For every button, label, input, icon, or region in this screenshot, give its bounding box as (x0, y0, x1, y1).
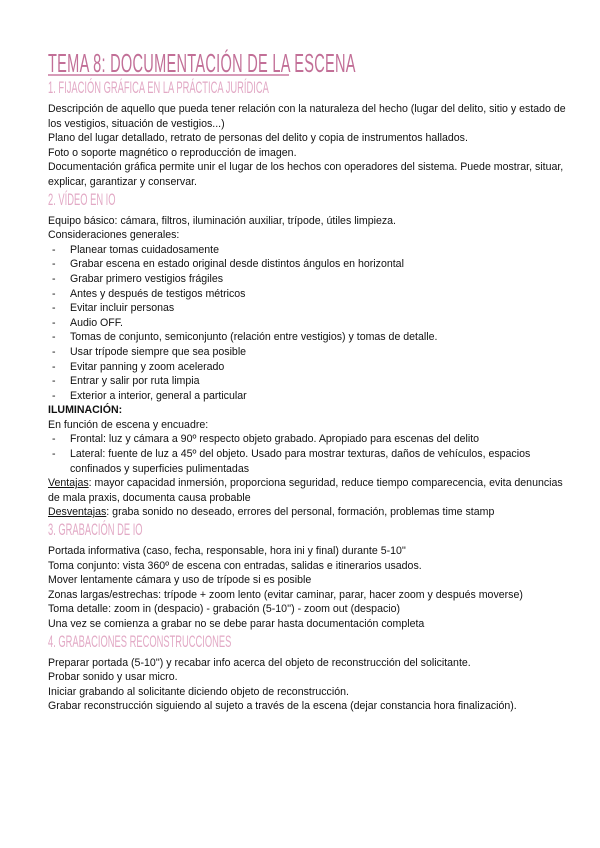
paragraph: Probar sonido y usar micro. (48, 671, 178, 684)
list-item: - Evitar panning y zoom acelerado (48, 360, 568, 375)
paragraph: Plano del lugar detallado, retrato de personas del delito y copia de instrumentos hallados. (48, 132, 468, 145)
list-item: - Antes y después de testigos métricos (48, 287, 568, 302)
paragraph: Documentación gráfica permite unir el lugar de los hechos con operadores del sistema. Puede mostrar, situar, explicar, garantizar y conservar. (48, 161, 564, 188)
document-page (48, 50, 568, 714)
section-heading-3: 3. GRABACIÓN DE IO (48, 520, 143, 540)
considerations-list (48, 243, 568, 404)
disadvantages-paragraph (48, 505, 568, 520)
disadvantages-label: Desventajas (48, 506, 107, 519)
lighting-heading: ILUMINACIÓN: (48, 404, 123, 417)
advantages-paragraph (48, 476, 568, 505)
list-item: - Frontal: luz y cámara a 90º respecto objeto grabado. Apropiado para escenas del delito (48, 432, 568, 447)
paragraph: Preparar portada (5-10'') y recabar info acerca del objeto de reconstrucción del solicitante. (48, 656, 471, 669)
paragraph: Una vez se comienza a grabar no se debe parar hasta documentación completa (48, 618, 425, 630)
paragraph: Grabar reconstrucción siguiendo al sujeto a través de la escena (dejar constancia hora finalización). (48, 700, 517, 713)
paragraph: Foto o soporte magnético o reproducción de imagen. (48, 146, 297, 159)
list-item: - Grabar primero vestigios frágiles (48, 272, 568, 287)
title-underline (48, 48, 356, 78)
paragraph: Toma conjunto: vista 360º de escena con entradas, salidas e itinerarios usados. (48, 559, 422, 572)
list-item: - Tomas de conjunto, semiconjunto (relación entre vestigios) y tomas de detalle. (48, 330, 568, 345)
list-item: - Entrar y salir por ruta limpia (48, 374, 568, 389)
list-item: - Evitar incluir personas (48, 301, 568, 316)
paragraph: Portada informativa (caso, fecha, responsable, hora ini y final) durante 5-10'' (48, 545, 406, 558)
section-heading-1: 1. FIJACIÓN GRÁFICA EN LA PRÁCTICA JURÍDICA (48, 78, 269, 97)
advantages-label: Ventajas (48, 477, 89, 490)
lighting-list (48, 432, 568, 476)
section-heading-2: 2. VÍDEO EN IO (48, 189, 116, 209)
disadvantages-text: : graba sonido no deseado, errores del personal, formación, problemas time stamp (106, 506, 495, 519)
section-heading-4: 4. GRABACIONES RECONSTRUCCIONES (48, 631, 232, 651)
list-item: - Grabar escena en estado original desde distintos ángulos en horizontal (48, 257, 568, 272)
list-item: - Lateral: fuente de luz a 45º del objeto. Usado para mostrar texturas, daños de vehículos, espacios confinados y superficies pulimentadas (48, 447, 568, 476)
paragraph: Descripción de aquello que pueda tener relación con la naturaleza del hecho (lugar del delito, sitio y estado de los vestigios, situación de vestigios...) (48, 103, 566, 130)
page-title: TEMA 8: DOCUMENTACIÓN DE LA ESCENA (48, 48, 356, 78)
list-item: - Usar trípode siempre que sea posible (48, 345, 568, 360)
paragraph: Consideraciones generales: (48, 229, 180, 242)
paragraph: Zonas largas/estrechas: trípode + zoom lento (evitar caminar, parar, hacer zoom y después moverse) (48, 588, 523, 601)
list-item: - Exterior a interior, general a particular (48, 389, 568, 404)
paragraph: Iniciar grabando al solicitante diciendo objeto de reconstrucción. (48, 685, 349, 698)
list-item: - Audio OFF. (48, 316, 568, 331)
advantages-text: : mayor capacidad inmersión, proporciona seguridad, reduce tiempo comparecencia, evita denuncias de mala praxis, documenta causa probable (48, 477, 563, 504)
paragraph: En función de escena y encuadre: (48, 418, 209, 431)
paragraph: Mover lentamente cámara y uso de trípode si es posible (48, 574, 312, 587)
list-item: - Planear tomas cuidadosamente (48, 243, 568, 258)
paragraph: Toma detalle: zoom in (despacio) - grabación (5-10'') - zoom out (despacio) (48, 603, 401, 616)
paragraph: Equipo básico: cámara, filtros, iluminación auxiliar, trípode, útiles limpieza. (48, 214, 396, 227)
